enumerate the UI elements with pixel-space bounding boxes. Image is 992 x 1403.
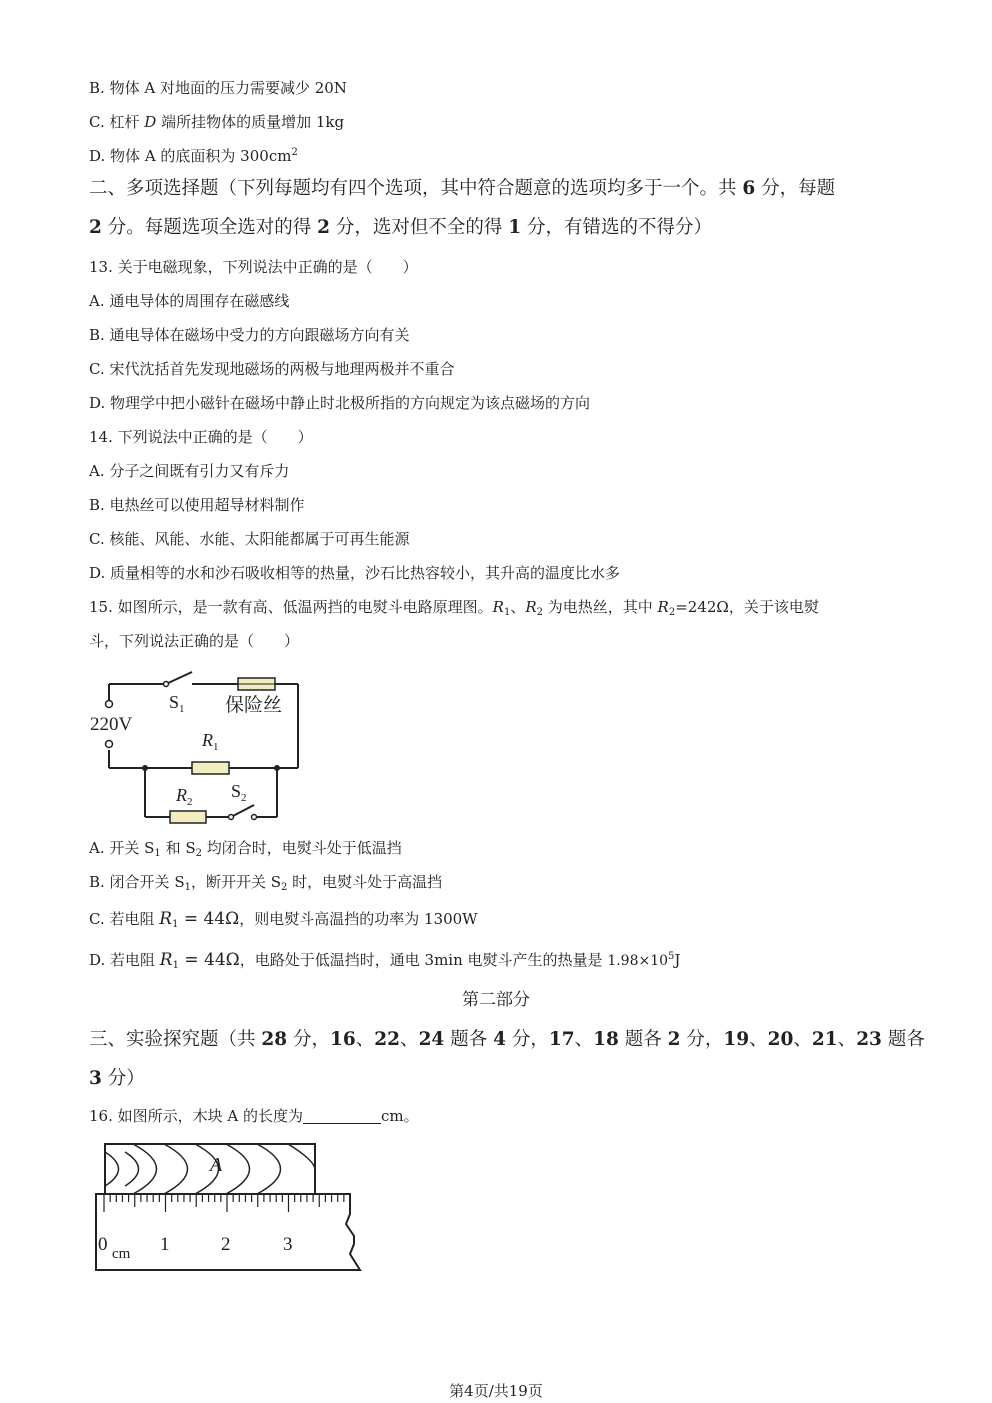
page-footer: 第4页/共19页 bbox=[449, 1382, 543, 1400]
option-d: D. 质量相等的水和沙石吸收相等的热量，沙石比热容较小，其升高的温度比水多 bbox=[89, 564, 621, 582]
option-d: D. 物体 A 的底面积为 $300cm^2$ bbox=[89, 147, 298, 165]
question-stem: 16. 如图所示，木块 A 的长度为 cm。 bbox=[89, 1107, 419, 1125]
option-a: A. 通电导体的周围存在磁感线 bbox=[89, 292, 290, 310]
answer-blank[interactable] bbox=[303, 1108, 381, 1124]
tick-label-0: 0 bbox=[98, 1234, 108, 1255]
section-heading-line2: 2 分。每题选项全选对的得 2 分，选对但不全的得 1 分，有错选的不得分） bbox=[89, 217, 713, 238]
switch-s1-blade bbox=[166, 672, 192, 684]
tick-label-3: 3 bbox=[283, 1234, 293, 1255]
option-c: C. 杠杆 D 端所挂物体的质量增加 1kg bbox=[89, 113, 345, 131]
r1-label: $R_1$ bbox=[202, 730, 219, 753]
switch-contact bbox=[229, 815, 234, 820]
wood-block-a bbox=[105, 1144, 315, 1194]
r2-label: $R_2$ bbox=[176, 785, 193, 808]
circuit-diagram bbox=[88, 660, 318, 832]
block-label: A bbox=[210, 1154, 223, 1176]
option-b: B. 通电导体在磁场中受力的方向跟磁场方向有关 bbox=[89, 326, 410, 344]
part-title: 第二部分 bbox=[462, 990, 530, 1010]
switch-contact bbox=[252, 815, 257, 820]
option-d: D. 物理学中把小磁针在磁场中静止时北极所指的方向规定为该点磁场的方向 bbox=[89, 394, 591, 412]
resistor-r1 bbox=[192, 762, 229, 774]
question-stem-line2: 斗，下列说法正确的是（ ） bbox=[89, 632, 300, 650]
fuse-label: 保险丝 bbox=[225, 695, 283, 716]
option-c: C. 核能、风能、水能、太阳能都属于可再生能源 bbox=[89, 530, 410, 548]
resistor-r2 bbox=[170, 811, 206, 823]
s1-label: $S_1$ bbox=[169, 692, 185, 715]
tick-label-2: 2 bbox=[221, 1234, 231, 1255]
question-stem: 15. 如图所示，是一款有高、低温两挡的电熨斗电路原理图。$R_1$、$R_2$ 为电热丝，其中 $R_2=242\Omega$，关于该电熨 bbox=[89, 598, 819, 618]
unit-label: cm bbox=[112, 1246, 131, 1262]
junction-dot bbox=[274, 765, 280, 771]
switch-s2-blade bbox=[231, 805, 254, 817]
option-a: A. 开关 $S_1$ 和 $S_2$ 均闭合时，电熨斗处于低温挡 bbox=[89, 839, 402, 859]
option-b: B. 闭合开关 $S_1$，断开开关 $S_2$ 时，电熨斗处于高温挡 bbox=[89, 873, 443, 893]
switch-contact bbox=[164, 682, 169, 687]
ruler-body bbox=[96, 1194, 360, 1270]
voltage-label: 220V bbox=[90, 714, 133, 735]
terminal bbox=[106, 741, 113, 748]
tick-label-1: 1 bbox=[160, 1234, 170, 1255]
option-b: B. 物体 A 对地面的压力需要减少 20N bbox=[89, 79, 347, 97]
option-a: A. 分子之间既有引力又有斥力 bbox=[89, 462, 290, 480]
junction-dot bbox=[142, 765, 148, 771]
ruler-diagram bbox=[92, 1140, 364, 1276]
option-c: C. 若电阻 $R_1 = 44\Omega$，则电熨斗高温挡的功率为 1300W bbox=[89, 909, 478, 930]
section-heading: 三、实验探究题（共 28 分，16、22、24 题各 4 分，17、18 题各 2 分，19、20、21、23 题各 bbox=[89, 1029, 925, 1050]
question-stem: 14. 下列说法中正确的是（ ） bbox=[89, 428, 313, 446]
question-stem: 13. 关于电磁现象，下列说法中正确的是（ ） bbox=[89, 258, 418, 276]
option-c: C. 宋代沈括首先发现地磁场的两极与地理两极并不重合 bbox=[89, 360, 455, 378]
option-d: D. 若电阻 $R_1 = 44\Omega$，电路处于低温挡时，通电 3min 电熨斗产生的热量是 $1.98\times 10^5J$ bbox=[89, 950, 681, 971]
terminal bbox=[106, 701, 113, 708]
s2-label: $S_2$ bbox=[231, 781, 247, 804]
section-heading-line2: 3 分） bbox=[89, 1068, 145, 1089]
option-b: B. 电热丝可以使用超导材料制作 bbox=[89, 496, 305, 514]
section-heading: 二、多项选择题（下列每题均有四个选项，其中符合题意的选项均多于一个。共 6 分，每题 bbox=[89, 178, 836, 199]
